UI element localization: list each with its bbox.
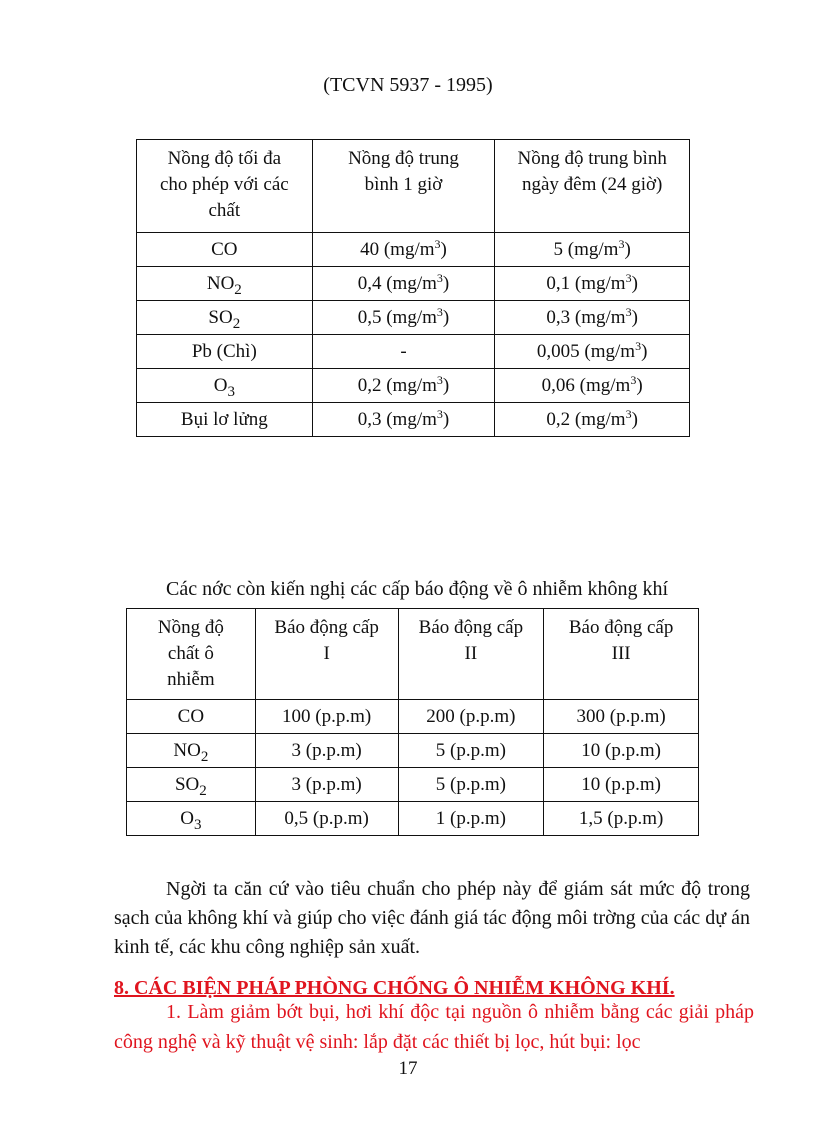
cell-hourly bbox=[312, 403, 495, 437]
air-quality-standard-table bbox=[136, 139, 690, 437]
cell-daily bbox=[495, 335, 690, 369]
hourly-unit-exponent: 3 bbox=[436, 304, 443, 319]
pollutant-name: SO bbox=[174, 773, 200, 795]
cell-daily bbox=[495, 233, 690, 267]
daily-value: 0,2 (mg/m bbox=[546, 408, 626, 430]
table-row bbox=[137, 233, 690, 267]
cell-level-1: 0,5 (p.p.m) bbox=[255, 802, 398, 836]
alert-levels-caption: Các nớc còn kiến nghị các cấp báo động về ô nhiễm không khí bbox=[166, 578, 669, 600]
daily-value: 0,06 (mg/m bbox=[541, 374, 631, 396]
cell-level-2: 5 (p.p.m) bbox=[398, 768, 544, 802]
cell-pollutant bbox=[127, 700, 256, 734]
substance-subscript: 2 bbox=[232, 315, 241, 332]
daily-value: 0,005 (mg/m bbox=[536, 340, 636, 362]
header-level-3: Báo động cấp III bbox=[544, 609, 699, 700]
header-level-2: Báo động cấp II bbox=[398, 609, 544, 700]
cell-hourly bbox=[312, 335, 495, 369]
cell-level-3: 10 (p.p.m) bbox=[544, 734, 699, 768]
pollutant-name: NO bbox=[173, 739, 201, 761]
alert-levels-table bbox=[126, 608, 699, 836]
daily-unit-exponent: 3 bbox=[618, 236, 625, 251]
cell-hourly bbox=[312, 369, 495, 403]
daily-tail: ) bbox=[624, 238, 631, 260]
cell-level-2: 1 (p.p.m) bbox=[398, 802, 544, 836]
cell-level-1: 100 (p.p.m) bbox=[255, 700, 398, 734]
daily-tail: ) bbox=[631, 408, 638, 430]
substance-name: NO bbox=[206, 272, 235, 294]
cell-daily bbox=[495, 403, 690, 437]
table-row bbox=[127, 768, 699, 802]
hourly-unit-exponent: 3 bbox=[436, 372, 443, 387]
cell-substance bbox=[137, 267, 313, 301]
table-row bbox=[137, 403, 690, 437]
pollutant-subscript: 2 bbox=[200, 748, 209, 765]
table-header-row bbox=[127, 609, 699, 700]
header-substance: Nồng độ tối đa cho phép với các chất bbox=[137, 140, 313, 233]
cell-daily bbox=[495, 267, 690, 301]
body-paragraph bbox=[114, 875, 750, 962]
cell-pollutant bbox=[127, 734, 256, 768]
substance-name: CO bbox=[211, 238, 238, 260]
hourly-value: 40 (mg/m bbox=[360, 238, 435, 260]
daily-unit-exponent: 3 bbox=[625, 406, 632, 421]
substance-name: Bụi lơ lửng bbox=[180, 408, 268, 430]
pollutant-name: O bbox=[180, 807, 194, 829]
cell-pollutant bbox=[127, 768, 256, 802]
table-row bbox=[127, 700, 699, 734]
cell-level-1: 3 (p.p.m) bbox=[255, 768, 398, 802]
table-row bbox=[137, 267, 690, 301]
substance-name: O bbox=[213, 374, 228, 396]
daily-unit-exponent: 3 bbox=[625, 270, 632, 285]
hourly-value: 0,5 (mg/m bbox=[357, 306, 437, 328]
daily-tail: ) bbox=[631, 272, 638, 294]
cell-daily bbox=[495, 369, 690, 403]
header-pollutant: Nồng độ chất ô nhiễm bbox=[127, 609, 256, 700]
substance-subscript: 2 bbox=[234, 281, 242, 298]
cell-hourly bbox=[312, 233, 495, 267]
table-header-row bbox=[137, 140, 690, 233]
daily-unit-exponent: 3 bbox=[625, 304, 632, 319]
header-hourly: Nồng độ trung bình 1 giờ bbox=[312, 140, 495, 233]
daily-tail: ) bbox=[636, 374, 643, 396]
cell-pollutant bbox=[127, 802, 256, 836]
header-level-1: Báo động cấp I bbox=[255, 609, 398, 700]
cell-level-2: 5 (p.p.m) bbox=[398, 734, 544, 768]
hourly-tail: ) bbox=[442, 408, 450, 430]
cell-substance bbox=[137, 335, 313, 369]
hourly-value: 0,3 (mg/m bbox=[357, 408, 437, 430]
hourly-value: 0,4 (mg/m bbox=[357, 272, 437, 294]
hourly-tail: ) bbox=[442, 272, 450, 294]
daily-value: 0,1 (mg/m bbox=[546, 272, 626, 294]
daily-tail: ) bbox=[631, 306, 638, 328]
hourly-value: 0,2 (mg/m bbox=[357, 374, 437, 396]
substance-name: Pb (Chì) bbox=[191, 340, 257, 362]
daily-unit-exponent: 3 bbox=[630, 372, 637, 387]
section-paragraph bbox=[114, 997, 754, 1057]
page-number: 17 bbox=[398, 1058, 418, 1079]
cell-substance bbox=[137, 233, 313, 267]
cell-daily bbox=[495, 301, 690, 335]
table-row bbox=[127, 802, 699, 836]
standard-title: (TCVN 5937 - 1995) bbox=[323, 74, 493, 96]
hourly-tail: ) bbox=[442, 306, 450, 328]
hourly-tail: ) bbox=[440, 238, 447, 260]
table-row bbox=[137, 301, 690, 335]
pollutant-subscript: 3 bbox=[194, 816, 202, 833]
daily-tail: ) bbox=[641, 340, 648, 362]
cell-hourly bbox=[312, 267, 495, 301]
cell-substance bbox=[137, 369, 313, 403]
table-row bbox=[137, 335, 690, 369]
cell-substance bbox=[137, 301, 313, 335]
hourly-unit-exponent: 3 bbox=[434, 236, 441, 251]
cell-level-3: 10 (p.p.m) bbox=[544, 768, 699, 802]
substance-name: SO bbox=[208, 306, 233, 328]
cell-hourly bbox=[312, 301, 495, 335]
hourly-tail: ) bbox=[442, 374, 450, 396]
table-row bbox=[127, 734, 699, 768]
substance-subscript: 3 bbox=[227, 383, 235, 400]
daily-value: 0,3 (mg/m bbox=[546, 306, 626, 328]
header-daily: Nồng độ trung bình ngày đêm (24 giờ) bbox=[495, 140, 690, 233]
paragraph-text: Ngời ta căn cứ vào tiêu chuẩn cho phép này để giám sát mức độ trong sạch của không khí và giúp cho việc đánh giá tác động môi trờng của các dự án kinh tế, các khu công nghiệp sản xuất. bbox=[114, 878, 750, 958]
section-text: 1. Làm giảm bớt bụi, hơi khí độc tại nguồn ô nhiễm bằng các giải pháp công nghệ và kỹ thuật vệ sinh: lắp đặt các thiết bị lọc, hút bụi: lọc bbox=[114, 1001, 754, 1053]
daily-unit-exponent: 3 bbox=[635, 338, 642, 353]
hourly-value: - bbox=[400, 340, 407, 362]
hourly-unit-exponent: 3 bbox=[436, 270, 443, 285]
hourly-unit-exponent: 3 bbox=[436, 406, 443, 421]
daily-value: 5 (mg/m bbox=[553, 238, 619, 260]
section-heading: 8. CÁC BIỆN PHÁP PHÒNG CHỐNG Ô NHIỄM KHÔNG KHÍ. bbox=[114, 977, 675, 999]
table-row bbox=[137, 369, 690, 403]
cell-substance bbox=[137, 403, 313, 437]
cell-level-2: 200 (p.p.m) bbox=[398, 700, 544, 734]
cell-level-3: 1,5 (p.p.m) bbox=[544, 802, 699, 836]
cell-level-1: 3 (p.p.m) bbox=[255, 734, 398, 768]
pollutant-subscript: 2 bbox=[199, 782, 207, 799]
cell-level-3: 300 (p.p.m) bbox=[544, 700, 699, 734]
pollutant-name: CO bbox=[177, 705, 205, 727]
